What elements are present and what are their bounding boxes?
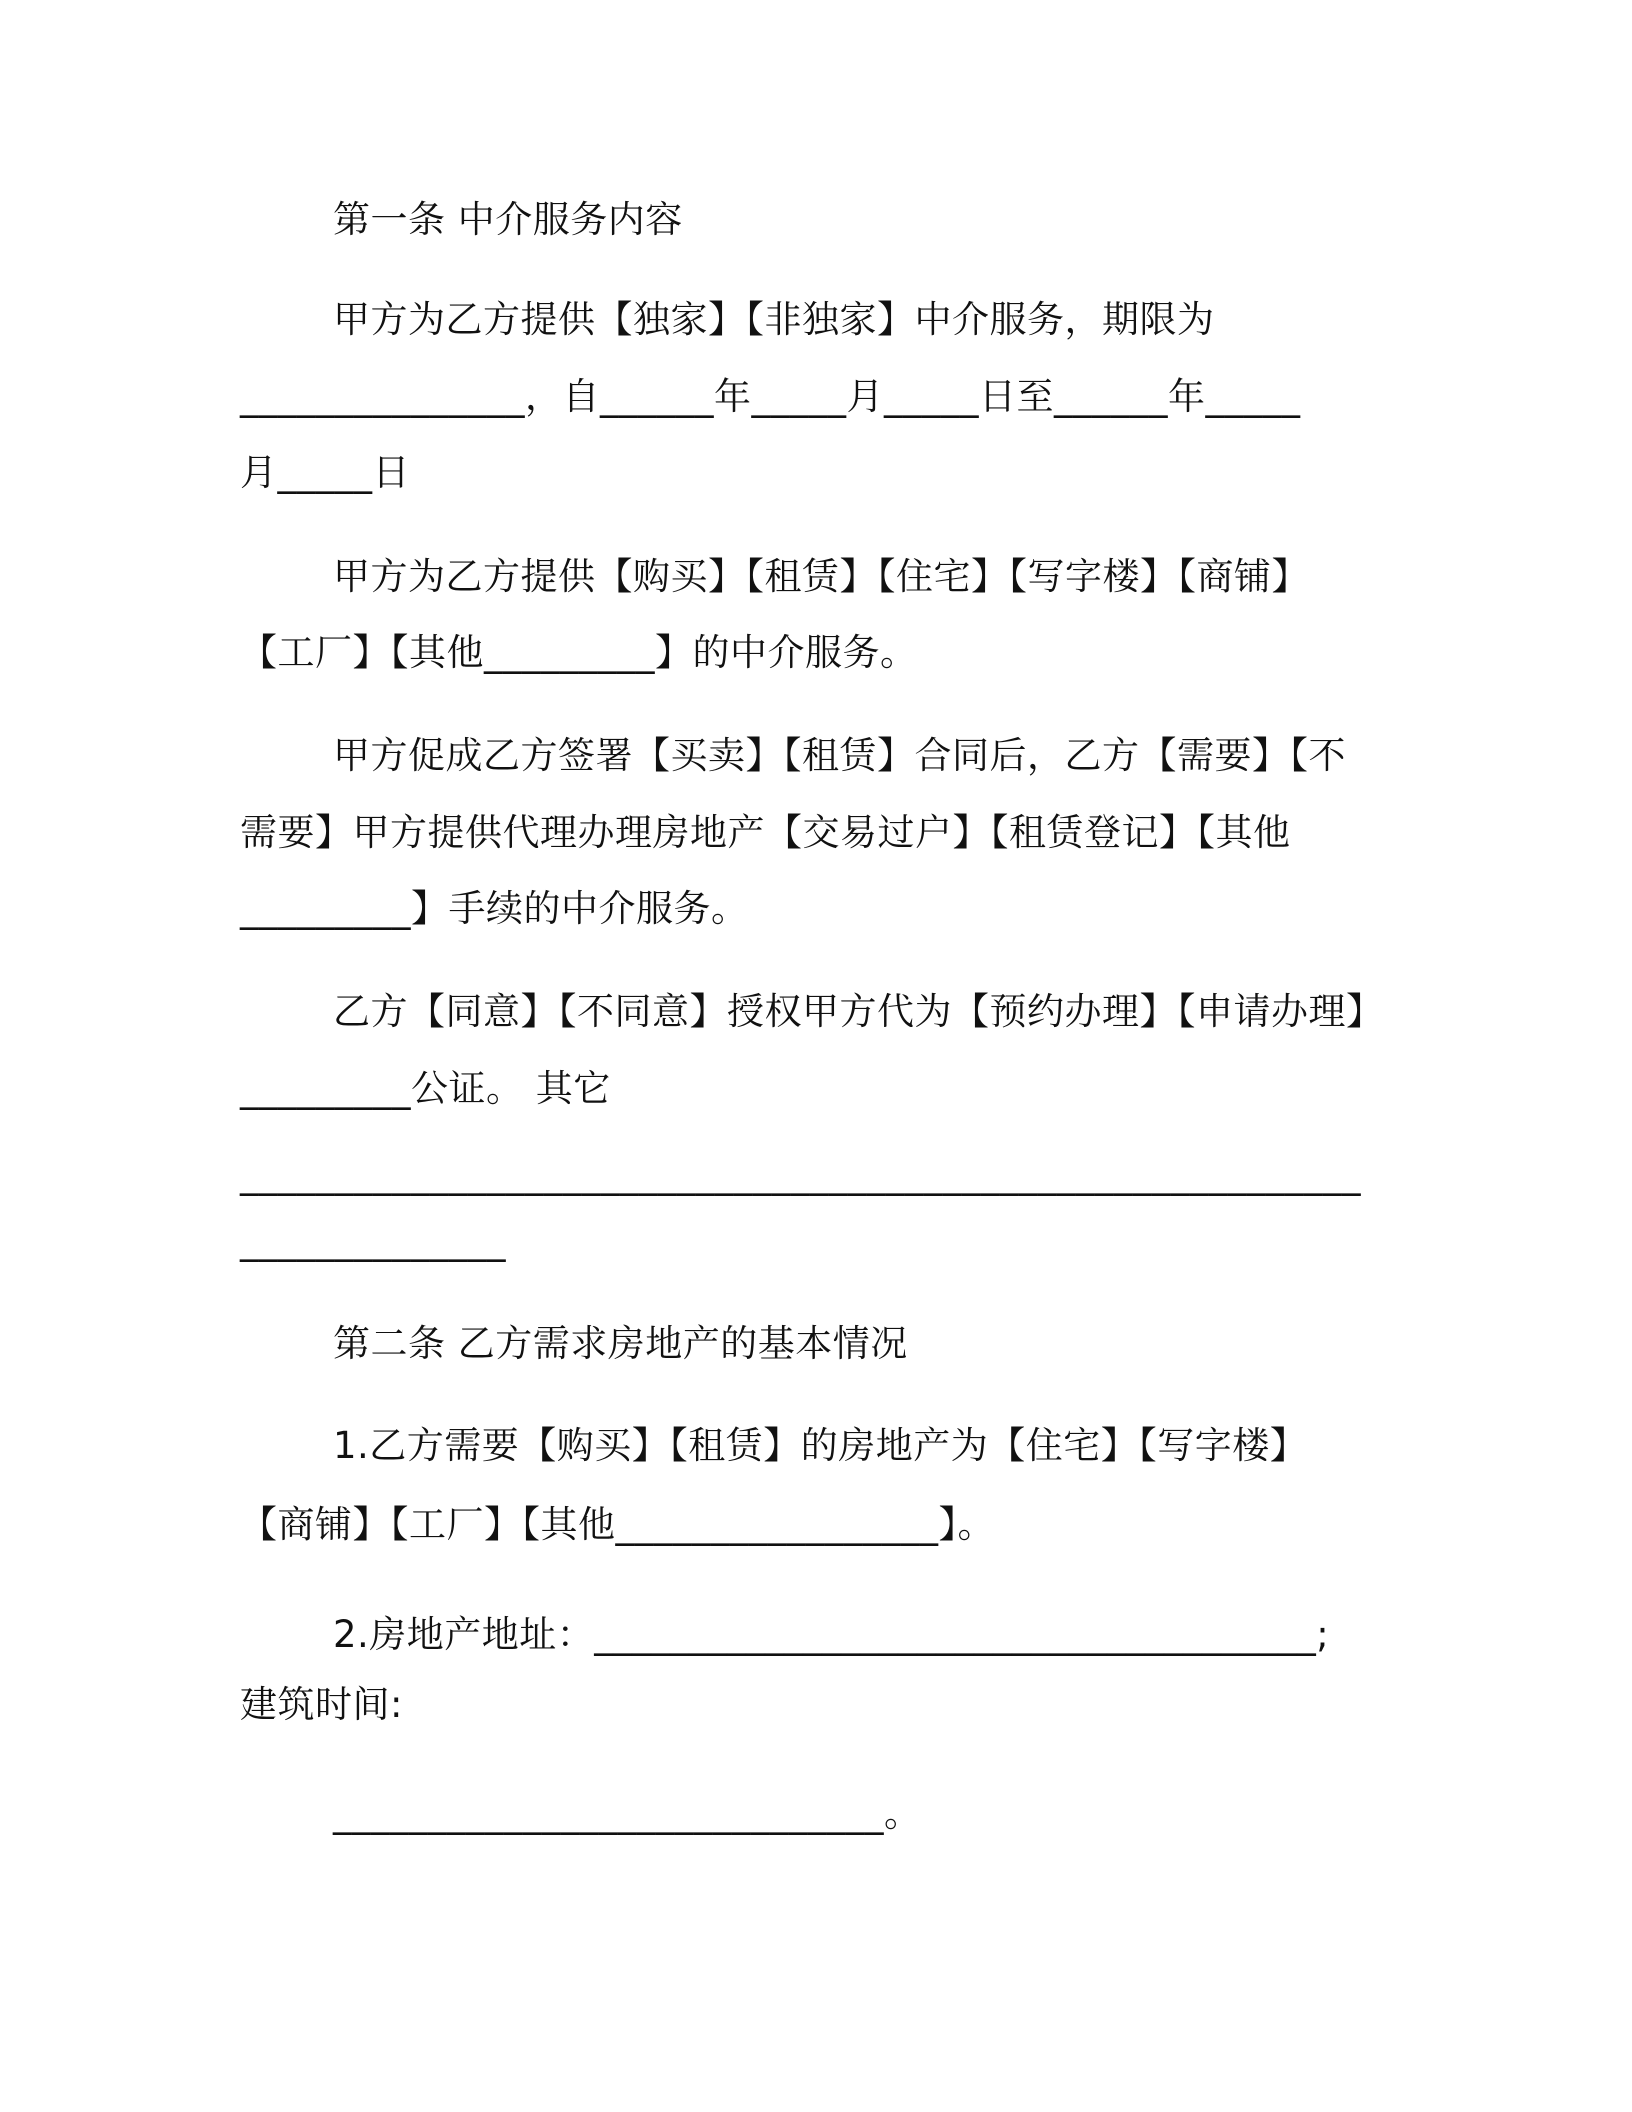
section1-para3-line1: 甲方促成乙方签署【买卖】【租赁】合同后，乙方【需要】【不: [333, 734, 1346, 777]
section1-para1-line3: 月_____日: [240, 451, 410, 494]
section1-para1-line1: 甲方为乙方提供【独家】【非独家】中介服务，期限为: [333, 298, 1215, 341]
section1-heading: 第一条 中介服务内容: [333, 198, 683, 241]
section1-para4-line1: 乙方【同意】【不同意】授权甲方代为【预约办理】【申请办理】: [333, 990, 1384, 1033]
section1-para2-line2: 【工厂】【其他_________】的中介服务。: [240, 631, 918, 674]
section1-para4-line2: _________公证。 其它: [240, 1067, 611, 1110]
section2-heading: 第二条 乙方需求房地产的基本情况: [333, 1322, 908, 1365]
section2-item2-line3: _____________________________。: [333, 1792, 922, 1835]
section1-para4-line3: ___________________________________________________________: [240, 1153, 1361, 1196]
section2-item2-line2: 建筑时间:: [240, 1683, 403, 1726]
section1-para1-line2: _______________，自______年_____月_____日至______年_____: [240, 375, 1301, 418]
section1-para4-line4: ______________: [240, 1219, 506, 1262]
section2-item1-line1: 1.乙方需要【购买】【租赁】的房地产为【住宅】【写字楼】: [333, 1424, 1308, 1467]
section1-para3-line2: 需要】甲方提供代理办理房地产【交易过户】【租赁登记】【其他: [240, 811, 1291, 854]
section1-para3-line3: _________】手续的中介服务。: [240, 887, 749, 930]
section2-item1-line2: 【商铺】【工厂】【其他_________________】。: [240, 1503, 995, 1546]
section2-item2-line1: 2.房地产地址：______________________________________;: [333, 1613, 1330, 1656]
section1-para2-line1: 甲方为乙方提供【购买】【租赁】【住宅】【写字楼】【商铺】: [333, 555, 1309, 598]
